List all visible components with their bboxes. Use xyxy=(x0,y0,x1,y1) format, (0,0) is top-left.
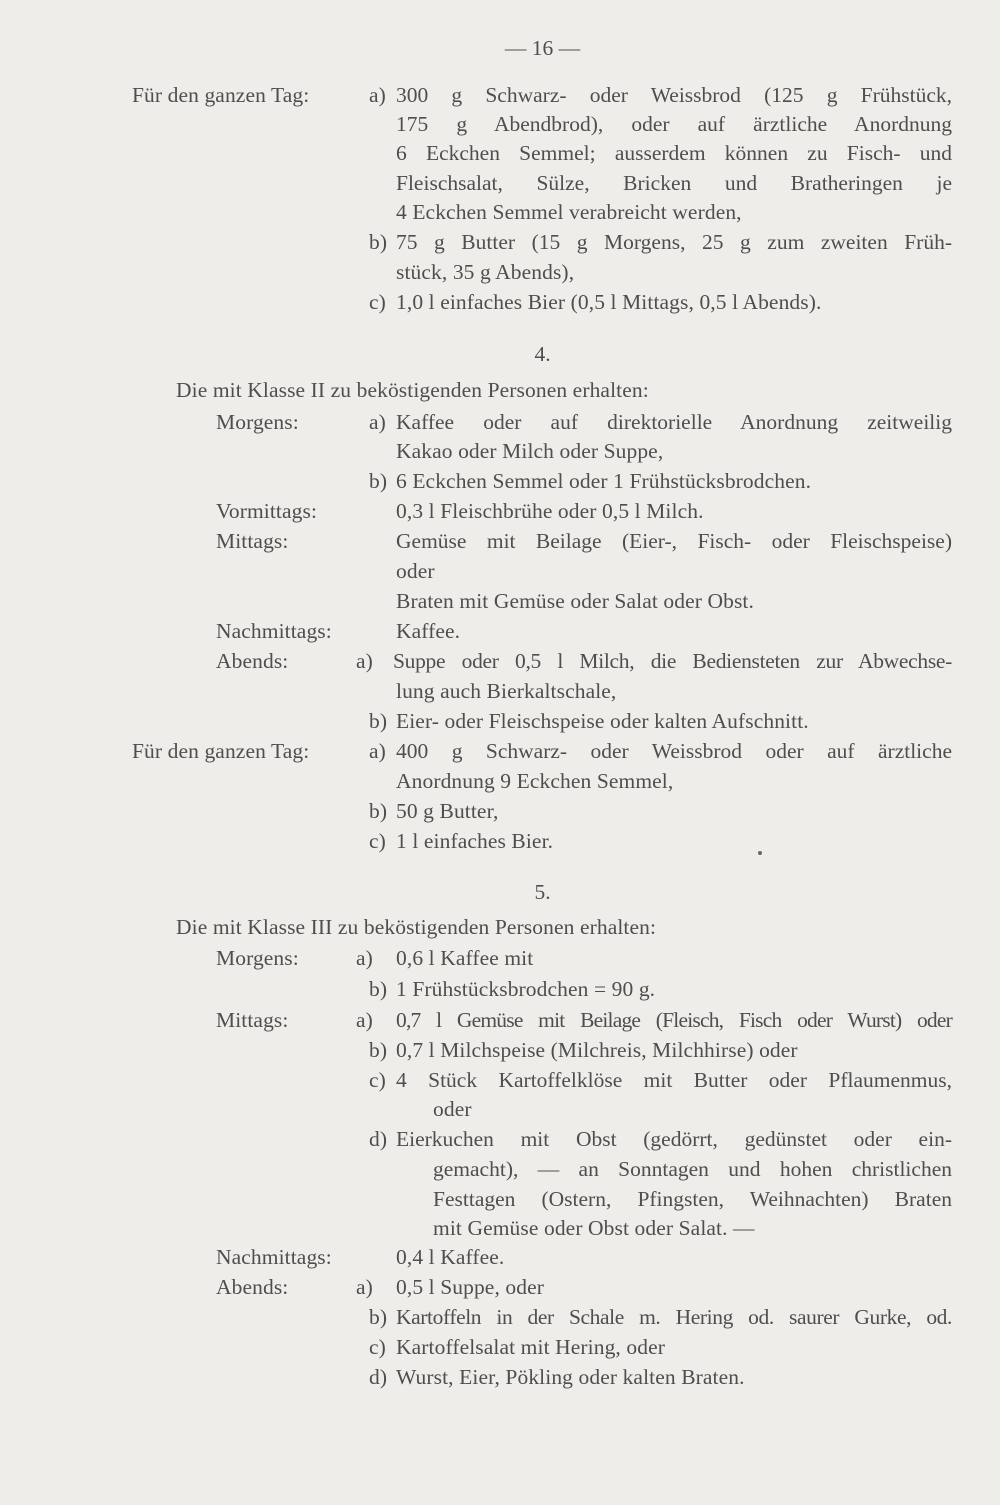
item-marker: a) xyxy=(369,83,386,107)
text-line: 6 Eckchen Semmel oder 1 Frühstücksbrodchen. xyxy=(396,469,812,493)
text-line: 175 g Abendbrod), oder auf ärztliche Anordnung xyxy=(396,112,952,136)
text-line: gemacht), — an Sonntagen und hohen christlichen xyxy=(433,1157,952,1181)
text-line: lung auch Bierkaltschale, xyxy=(396,679,617,703)
text-line: Kartoffelsalat mit Hering, oder xyxy=(396,1335,665,1359)
label-morgens: Morgens: xyxy=(216,410,299,434)
item-marker: d) xyxy=(369,1127,388,1151)
text-line: 4 Eckchen Semmel verabreicht werden, xyxy=(396,200,742,224)
text-line: 0,5 l Suppe, oder xyxy=(396,1275,545,1299)
label-mittags: Mittags: xyxy=(216,1008,289,1032)
item-marker: a) xyxy=(356,1008,373,1032)
label-abends: Abends: xyxy=(216,1275,289,1299)
text-line: oder xyxy=(396,559,435,583)
text-line: 0,7 l Milchspeise (Milchreis, Milchhirse) oder xyxy=(396,1038,798,1062)
item-marker: b) xyxy=(369,799,388,823)
item-marker: b) xyxy=(369,709,388,733)
section-number: 5. xyxy=(534,880,551,904)
item-marker: a) xyxy=(356,946,373,970)
text-line: 50 g Butter, xyxy=(396,799,499,823)
text-line: 1 Frühstücksbrodchen = 90 g. xyxy=(396,977,656,1001)
label-morgens: Morgens: xyxy=(216,946,299,970)
label-vormittags: Vormittags: xyxy=(216,499,318,523)
text-line: 300 g Schwarz- oder Weissbrod (125 g Frühstück, xyxy=(396,83,952,107)
text-line: 0,3 l Fleischbrühe oder 0,5 l Milch. xyxy=(396,499,704,523)
text-line: 6 Eckchen Semmel; ausserdem können zu Fisch- und xyxy=(396,141,952,165)
label-abends: Abends: xyxy=(216,649,289,673)
section-number: 4. xyxy=(534,342,551,366)
item-marker: c) xyxy=(369,1068,386,1092)
item-marker: b) xyxy=(369,1038,388,1062)
section-intro: Die mit Klasse III zu beköstigenden Personen erhalten: xyxy=(176,915,657,939)
text-line: Festtagen (Ostern, Pfingsten, Weihnachten) Braten xyxy=(433,1187,952,1211)
item-marker: b) xyxy=(369,230,388,254)
item-marker: c) xyxy=(369,1335,386,1359)
text-line: Eier- oder Fleischspeise oder kalten Aufschnitt. xyxy=(396,709,809,733)
label-nachmittags: Nachmittags: xyxy=(216,619,332,643)
text-line: 0,7 l Gemüse mit Beilage (Fleisch, Fisch oder Wurst) oder xyxy=(396,1008,952,1032)
section-intro: Die mit Klasse II zu beköstigenden Personen erhalten: xyxy=(176,378,649,402)
item-marker: a) xyxy=(369,410,386,434)
item-marker: b) xyxy=(369,469,388,493)
text-line: 400 g Schwarz- oder Weissbrod oder auf ärztliche xyxy=(396,739,952,763)
text-line: stück, 35 g Abends), xyxy=(396,260,575,284)
text-line: Suppe oder 0,5 l Milch, die Bediensteten zur Abwechse- xyxy=(393,649,952,673)
label-ganzen-tag: Für den ganzen Tag: xyxy=(132,83,310,107)
text-line: 4 Stück Kartoffelklöse mit Butter oder Pflaumenmus, xyxy=(396,1068,952,1092)
item-marker: c) xyxy=(369,290,386,314)
item-marker: b) xyxy=(369,1305,388,1329)
text-line: Kakao oder Milch oder Suppe, xyxy=(396,439,664,463)
text-line: 0,4 l Kaffee. xyxy=(396,1245,505,1269)
text-line: Braten mit Gemüse oder Salat oder Obst. xyxy=(396,589,754,613)
text-line: Eierkuchen mit Obst (gedörrt, gedünstet oder ein- xyxy=(396,1127,952,1151)
text-line: oder xyxy=(433,1097,472,1121)
label-nachmittags: Nachmittags: xyxy=(216,1245,332,1269)
item-marker: b) xyxy=(369,977,388,1001)
text-line: Wurst, Eier, Pökling oder kalten Braten. xyxy=(396,1365,745,1389)
item-marker: a) xyxy=(356,1275,373,1299)
text-line: Kaffee oder auf direktorielle Anordnung zeitweilig xyxy=(396,410,952,434)
item-marker: c) xyxy=(369,829,386,853)
text-line: Kartoffeln in der Schale m. Hering od. saurer Gurke, od. xyxy=(396,1305,952,1329)
text-line: 0,6 l Kaffee mit xyxy=(396,946,534,970)
item-marker: a) xyxy=(356,649,373,673)
text-line: Gemüse mit Beilage (Eier-, Fisch- oder Fleischspeise) xyxy=(396,529,952,553)
label-ganzen-tag: Für den ganzen Tag: xyxy=(132,739,310,763)
text-line: 1,0 l einfaches Bier (0,5 l Mittags, 0,5 l Abends). xyxy=(396,290,822,314)
item-marker: d) xyxy=(369,1365,388,1389)
text-line: Fleischsalat, Sülze, Bricken und Bratheringen je xyxy=(396,171,952,195)
text-line: mit Gemüse oder Obst oder Salat. — xyxy=(433,1216,755,1240)
text-line: 1 l einfaches Bier. xyxy=(396,829,554,853)
text-line: Anordnung 9 Eckchen Semmel, xyxy=(396,769,674,793)
item-marker: a) xyxy=(369,739,386,763)
text-line: 75 g Butter (15 g Morgens, 25 g zum zweiten Früh- xyxy=(396,230,952,254)
print-speck xyxy=(758,851,762,855)
label-mittags: Mittags: xyxy=(216,529,289,553)
page-number: — 16 — xyxy=(504,36,581,60)
text-line: Kaffee. xyxy=(396,619,461,643)
